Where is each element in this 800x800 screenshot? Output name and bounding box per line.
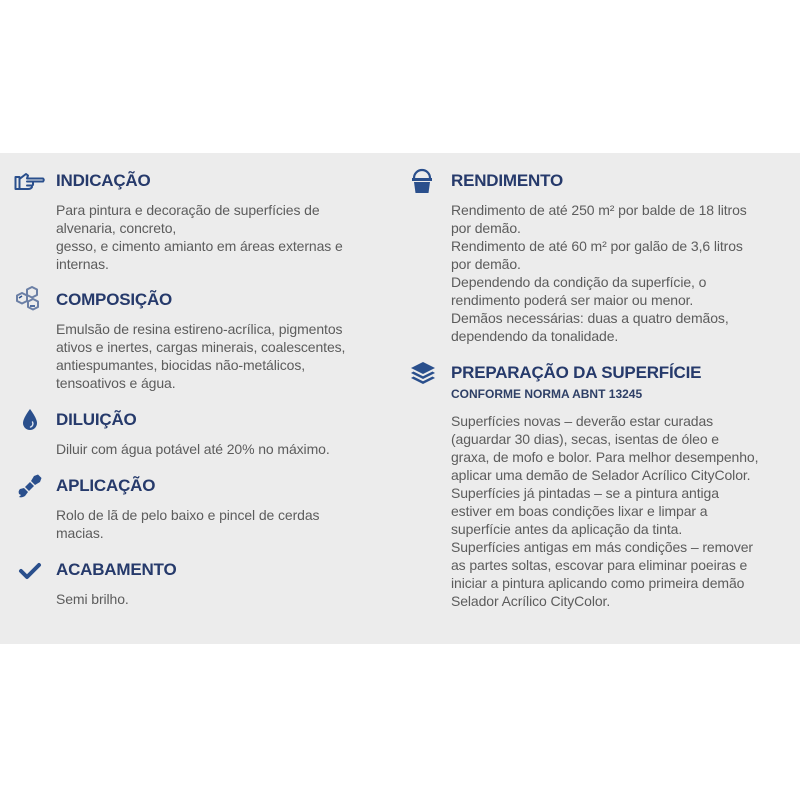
section-body: Superfícies novas – deverão estar curadas (aguardar 30 dias), secas, isentas de óleo e graxa, de mofo e bolor. Para melhor desempenho, aplicar uma demão de Selador Acrílico CityColor. Superfícies já pintadas – se a pintura antiga estiver em boas condições lixar e limpar a superfície antes da aplicação da tinta. Superfícies antigas em más condições – remover as partes soltas, escovar para eliminar poeiras e iniciar a pintura aplicando como primeira demão Selador Acrílico CityColor. bbox=[451, 413, 759, 609]
section-body: Rolo de lã de pelo baixo e pincel de cerdas macias. bbox=[56, 507, 320, 541]
bucket-icon bbox=[410, 167, 434, 195]
section-title: COMPOSIÇÃO bbox=[56, 290, 173, 309]
section-body: Diluir com água potável até 20% no máximo. bbox=[56, 441, 330, 457]
section-preparacao-superficie bbox=[410, 362, 795, 622]
section-body: Rendimento de até 250 m² por balde de 18 litros por demão. Rendimento de até 60 m² por galão de 3,6 litros por demão. Dependendo da condição da superfície, o rendimento poderá ser maior ou menor. Demãos necessárias: duas a quatro demãos, dependendo da tonalidade. bbox=[451, 202, 747, 344]
section-rendimento bbox=[410, 170, 795, 350]
water-drop-icon bbox=[14, 408, 46, 432]
section-body: Semi brilho. bbox=[56, 591, 129, 607]
section-subtitle: CONFORME NORMA ABNT 13245 bbox=[451, 387, 643, 401]
paint-brush-icon bbox=[14, 474, 46, 498]
section-body: Para pintura e decoração de superfícies de alvenaria, concreto, gesso, e cimento amianto em áreas externas e internas. bbox=[56, 202, 343, 272]
section-acabamento bbox=[14, 559, 394, 619]
section-aplicacao bbox=[14, 475, 394, 545]
pointing-hand-icon bbox=[14, 170, 46, 194]
layers-icon bbox=[410, 361, 436, 385]
section-title: PREPARAÇÃO DA SUPERFÍCIE bbox=[451, 363, 702, 382]
section-title: APLICAÇÃO bbox=[56, 476, 156, 495]
section-diluicao bbox=[14, 409, 394, 469]
section-title: INDICAÇÃO bbox=[56, 171, 151, 190]
section-composicao bbox=[14, 289, 394, 399]
molecule-hexagons-icon bbox=[14, 285, 46, 315]
section-indicacao bbox=[14, 170, 394, 280]
section-title: RENDIMENTO bbox=[451, 171, 563, 190]
section-title: ACABAMENTO bbox=[56, 560, 177, 579]
section-body: Emulsão de resina estireno-acrílica, pigmentos ativos e inertes, cargas minerais, coalescentes, antiespumantes, biocidas não-metálicos, tensoativos e água. bbox=[56, 321, 346, 391]
section-title: DILUIÇÃO bbox=[56, 410, 137, 429]
checkmark-icon bbox=[14, 559, 46, 583]
